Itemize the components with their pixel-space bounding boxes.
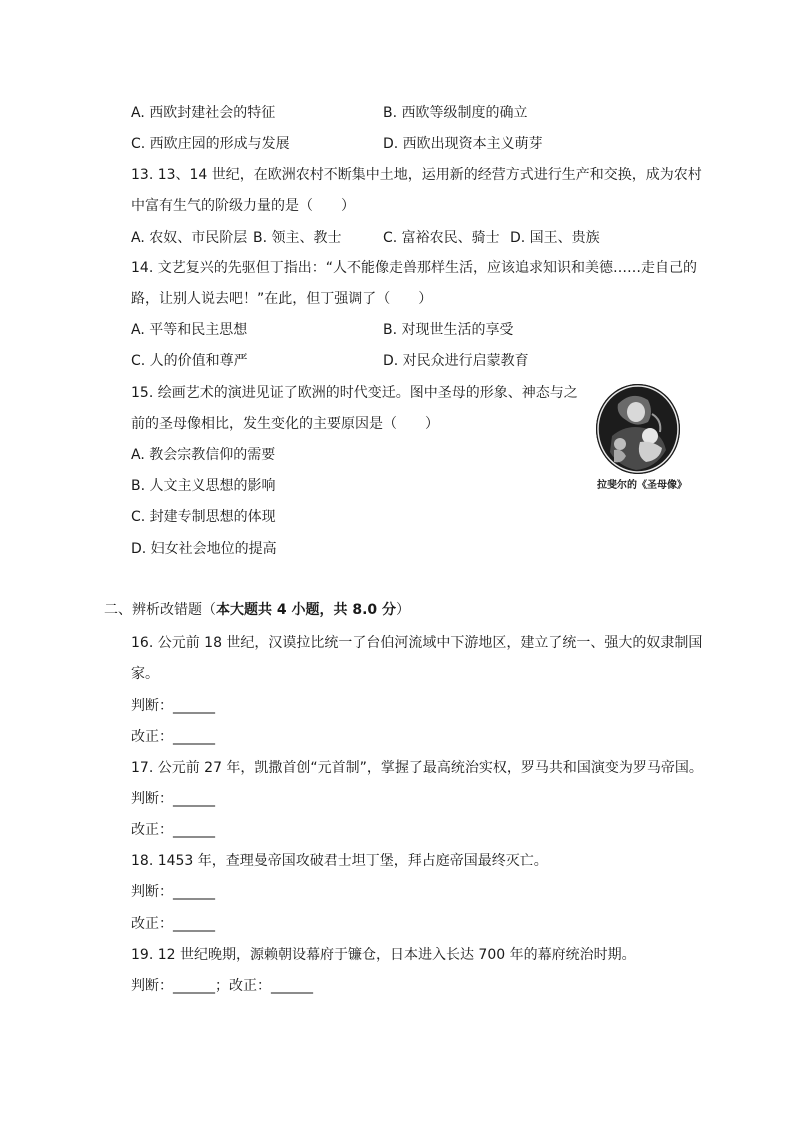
q12-option-d: D. 西欧出现资本主义萌芽 [383, 136, 543, 152]
q14-option-c: C. 人的价值和尊严 [131, 353, 248, 369]
q14-stem-line2: 路，让别人说去吧！”在此，但丁强调了（ ） [131, 291, 433, 307]
q13-option-c: C. 富裕农民、骑士 [383, 230, 500, 246]
q17-correct-blank: 改正：______ [131, 822, 215, 838]
q14-stem-line1: 14. 文艺复兴的先驱但丁指出：“人不能像走兽那样生活，应该追求知识和美德……走自己的 [131, 260, 697, 276]
q13-stem-line2: 中富有生气的阶级力量的是（ ） [131, 198, 355, 214]
q13-option-b: B. 领主、教士 [253, 230, 342, 246]
q18-judge-blank: 判断：______ [131, 884, 215, 900]
q15-stem-line2: 前的圣母像相比，发生变化的主要原因是（ ） [131, 416, 439, 432]
q13-option-a: A. 农奴、市民阶层 [131, 230, 248, 246]
q19-judge-correct-blanks: 判断：______；改正：______ [131, 978, 313, 994]
q18-correct-blank: 改正：______ [131, 916, 215, 932]
figure-caption: 拉斐尔的《圣母像》 [597, 480, 687, 491]
madonna-painting-icon [596, 384, 680, 474]
section2-title: 二、辨析改错题（本大题共 4 小题，共 8.0 分） [104, 602, 411, 618]
q14-option-a: A. 平等和民主思想 [131, 322, 248, 338]
q12-option-b: B. 西欧等级制度的确立 [383, 105, 528, 121]
q14-option-d: D. 对民众进行启蒙教育 [383, 353, 529, 369]
q15-stem-line1: 15. 绘画艺术的演进见证了欧洲的时代变迁。图中圣母的形象、神态与之 [131, 385, 578, 401]
q18-stem-line1: 18. 1453 年，查理曼帝国攻破君士坦丁堡，拜占庭帝国最终灭亡。 [131, 853, 548, 869]
q12-option-c: C. 西欧庄园的形成与发展 [131, 136, 290, 152]
q15-option-a: A. 教会宗教信仰的需要 [131, 447, 276, 463]
q13-option-d: D. 国王、贵族 [510, 230, 600, 246]
q15-option-b: B. 人文主义思想的影响 [131, 478, 276, 494]
madonna-figure [582, 384, 702, 496]
q16-judge-blank: 判断：______ [131, 698, 215, 714]
q15-option-d: D. 妇女社会地位的提高 [131, 541, 277, 557]
q19-stem-line1: 19. 12 世纪晚期，源赖朝设幕府于镰仓，日本进入长达 700 年的幕府统治时期。 [131, 947, 636, 963]
q16-stem-line2: 家。 [131, 666, 159, 682]
q13-stem-line1: 13. 13、14 世纪，在欧洲农村不断集中土地，运用新的经营方式进行生产和交换，成为农村 [131, 167, 702, 183]
q17-stem-line1: 17. 公元前 27 年，凯撒首创“元首制”，掌握了最高统治实权，罗马共和国演变为罗马帝国。 [131, 760, 703, 776]
q16-correct-blank: 改正：______ [131, 729, 215, 745]
madonna-portrait-image [596, 384, 680, 474]
q17-judge-blank: 判断：______ [131, 791, 215, 807]
q15-option-c: C. 封建专制思想的体现 [131, 509, 276, 525]
q14-option-b: B. 对现世生活的享受 [383, 322, 514, 338]
q12-option-a: A. 西欧封建社会的特征 [131, 105, 276, 121]
q16-stem-line1: 16. 公元前 18 世纪，汉谟拉比统一了台伯河流域中下游地区，建立了统一、强大的奴隶制国 [131, 635, 703, 651]
